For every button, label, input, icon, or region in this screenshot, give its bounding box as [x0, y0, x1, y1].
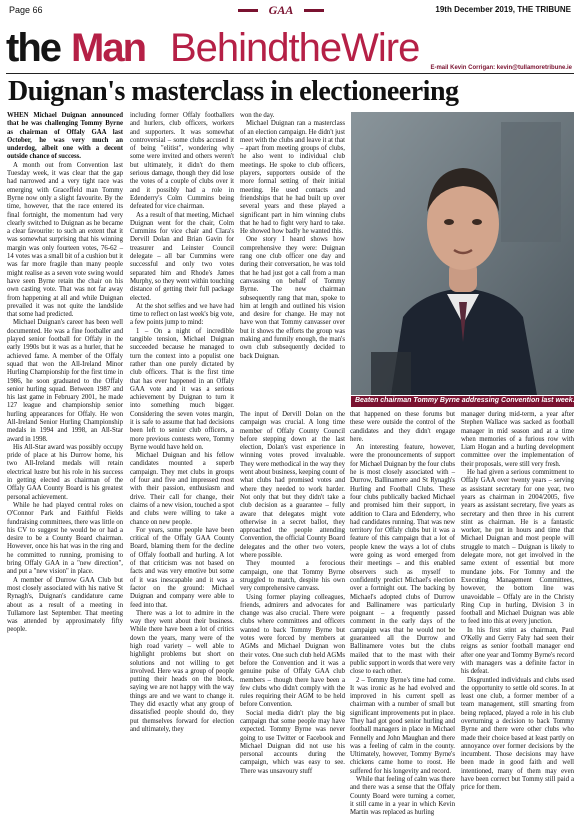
page-header — [0, 0, 580, 26]
article-column-6 — [461, 411, 574, 792]
article-paragraph: that happened on these forums but these were outside the control of the candidates and they didn't engage here. — [350, 411, 455, 443]
article-paragraph: One story I heard shows how comprehensive they were: Duignan rang one club officer one day and during their conversation, he was told that he had just got a call from a man canvassing on behalf of Tommy Byrne. The new chairman subsequently rang that man, spoke to him at length and outlined his vision and desire for change. He may not have won that Tommy canvasser over but it shows the efforts the group was making and funnily enough, the man's own club subsequently decided to back Duignan. — [240, 236, 345, 360]
article-paragraph: 1 – On a night of incredible tangible tension, Michael Duignan succeeded because he managed to turn the context into a populist one rather than one purely dictated by club officers. That is the first time that has ever happened in an Offaly GAA vote and it was a serious achievement by Duignan to turn it into something much bigger. Considering the seven votes margin, it is safe to assume that had decisions been left to senior club officers, a more previous contests were, Tommy Byrne would have held on. — [130, 327, 234, 451]
article-paragraph: His All-Star award was possibly occupy pride of place at his Durrow home, his two All-Ireland medals will retain electrical lustre but his role in his success in getting elected as chairman of the Offaly GAA County Board is his greatest personal achievement. — [7, 443, 123, 501]
article-paragraph: WHEN Michael Duignan announced that he was challenging Tommy Byrne as chairman of Offaly GAA last October, he was very much an underdog, albeit one with a decent outside chance of success. — [7, 112, 123, 161]
article-paragraph: Michael Duignan and his fellow candidates mounted a superb campaign. They met clubs in groups of four and five and impressed most with their passion, enthusiasm and drive. Their call for change, their claims of a new vision, touched a spot and clubs were willing to take a chance on new people. — [130, 452, 234, 526]
masthead-divider — [6, 73, 574, 74]
article-column-5 — [350, 411, 455, 817]
column-masthead — [6, 26, 576, 70]
article-paragraph: 2 – Tommy Byrne's time had come. It was ironic as he had evolved and improved in his current spell as chairman with a number of small but significant improvements put in place. They had got good senior hurling and football managers in place in Michael Fennelly and John Maughan and there was a feeling of calm in the county. Ultimately, however, Tommy Byrne's chickens came home to roost. He suffered for his longevity and record. — [350, 676, 455, 775]
article-paragraph: manager during mid-term, a year after Stephen Wallace was sacked as football manager in mid season and at a time when memories of a furious row with Liam Hogan and a hurling development committee over the implementation of their proposals, were still very fresh. — [461, 411, 574, 468]
article-paragraph: Social media didn't play the big campaign that some people may have expected. Tommy Byrne was never going to use Twitter or Facebook and Michael Duignan did not use his personal accounts during the campaign, which was easy to see. There was unsavoury stuff — [240, 709, 345, 775]
article-column-3 — [240, 112, 345, 402]
article-paragraph: For years, some people have been critical of the Offaly GAA County Board, blaming them for the decline of Offaly football and hurling. A lot of that criticism was not based on facts and was very emotive but some of it was inescapable and it was a factor on the ground: Michael Duignan and company were able to feed into that. — [130, 526, 234, 609]
author-email: E-mail Kevin Corrigan: kevin@tullamoretribune.ie — [430, 65, 572, 71]
article-paragraph: At the shot selfies and we have had time to reflect on last week's big vote, a few points jump to mind: — [130, 302, 234, 327]
page-number: Page 66 — [9, 5, 43, 15]
article-column-4 — [240, 411, 345, 775]
masthead-the: the — [6, 26, 60, 70]
article-paragraph: He had given a serious commitment to Offaly GAA over twenty years – serving as assistant secretary for one year, two years as chairman in 2004/2005, five years as assistant secretary, five years as secretary and then three in his current stint as chairman. He is a fantastic worker, he put in hours and time that Michael Duignan and most people will struggle to match – Duignan is likely to delegate more, not get involved in the same extent of essential but more mundane jobs. For Tommy and the Executing Management Committees, however, the bottom line was unavoidable – Offaly are in the Christy Ring Cup in hurling, Division 3 in football and Michael Duignan was able to feed into this at every junction. — [461, 469, 574, 626]
article-paragraph: Michael Duignan's career has been well documented. He was a fine footballer and played senior football for Offaly in the early 1990s but it was as a hurler, that he achieved fame. A member of the Offaly squad that won the All-Ireland Minor Hurling Championship for the first time in 1986, he soon graduated to the Offaly senior hurling squad. Between 1987 and his last game in February 2001, he made 127 league and championship senior hurling appearances for Offaly. He won All-Ireland Senior Hurling Championship medals in 1994 and 1998, an All-Star award in 1998. — [7, 319, 123, 443]
article-paragraph: An interesting feature, however, were the pronouncements of support for Michael Duignan by the four clubs he is most closely associated with – Durrow, Ballinamere and St Rynagh's Hurling and Football Clubs. These four clubs publically backed Michael and promised him their support, in addition to Clara and Edenderry, who had candidates running. That was new territory for Offaly clubs but it was a feature of this campaign that a lot of people knew the ways a lot of clubs were going as word emerged from their meetings – and this enabled observers such as myself to confidently predict Michael's election over a fortnight out. The backing by Michael's adopted clubs of Durrow and Ballinamere was particularly poignant – a frequently passed comment in the early days of the campaign was that he would not be guaranteed all the Durrow and Ballinamere votes but the clubs mailed that to the mast with their public support in words that were very close to each other. — [350, 444, 455, 676]
section-name: GAA — [258, 3, 304, 18]
article-paragraph: The input of Dervill Dolan on the campaign was crucial. A long time member of Offaly County Council before stepping down at the last election, Dolan's vast experience in winning votes proved invaluable. They were methodical in the way they went about business, keeping count of what clubs had promised votes and where they needed to work harder. Not only that but they didn't take a club decision as a guarantee – fully aware that delegates might vote otherwise in a secret ballot, they approached the people attending Convention, the official County Board delegates and the other two voters, where possible. — [240, 411, 345, 560]
article-paragraph: There was a lot to admire in the way they went about their business. While there have been a lot of critics down the years, many were of the high road variety – well able to highlight problems but short on solutions and not willing to get involved. Here was a group of people putting their heads on the block, saying we are not happy with the way things are and we want to change it. They did exactly what any group of dissatisfied people should do, they put themselves forward for election and ultimately, they — [130, 609, 234, 733]
article-paragraph: A month out from Convention last Tuesday week, it was clear that the gap had narrowed and a very tight race was emerging with Graceffeld man Tommy Byrne now only a slight favourite. By the time, however, that the race entered its final fortnight, the momentum had very clearly switched to Duignan as he became a clear favourite: to such an extent that it was somewhat surprising that his winning margin was only fourteen votes, 76-62 – 14 votes was a small bit of a cushion but it was far more fragile than many people might realise as a seven vote swing would have seen Byrne retain the chair on his own casting vote. That was not far away from happening at all and while Duignan prevailed it was not quite the landslide that some had predicted. — [7, 161, 123, 319]
article-column-2 — [130, 112, 234, 733]
article-paragraph: While he had played central roles on O'Connor Park and Faithful Fields fundraising committees, there was little on his CV to suggest he would be or had a desire to be a County Board chairman. However, once his hat was in the ring and he committed to running, promising to bring Offaly GAA in a "new direction", and put a "new vision" in place. — [7, 501, 123, 576]
article-paragraph: Disgruntled individuals and clubs used the opportunity to settle old scores. In at least one club, a former member of a team management, still smarting from being replaced, played a role in his club overturning a decision to back Tommy Byrne and there were other clubs who made their choice based at least partly on annoyance over former decisions by the incumbent. Those decisions may have been made in good faith and well intentioned, many of them may even have been correct but Tommy still paid a price for them. — [461, 676, 574, 792]
article-paragraph: A member of Durrow GAA Club but most closely associated with his native St Rynagh's, Duignan's candidature came about as a result of a meeting in Tullamore last September. That meeting was attended by approximately fifty people. — [7, 576, 123, 634]
article-paragraph: As a result of that meeting, Michael Duignan went for the chair, Colm Cummins for vice chair and Clara's Dervill Dolan and Brian Gavin for treasurer and Leinster Council delegate – all bar Cummins were successful and only two votes separated him and Rhode's James Murphy, so they went within touching distance of getting their full package elected. — [130, 211, 234, 302]
article-paragraph: They mounted a ferocious campaign, one that Tommy Byrne struggled to match, despite his own very comprehensive canvass. — [240, 560, 345, 593]
photo-illustration — [351, 112, 574, 395]
article-paragraph: In his first stint as chairman, Paul O'Kelly and Gerry Fahy had seen their reigns as senior football manager end after one year and Tommy Byrne's record with managers was a definite factor in his defeat. — [461, 626, 574, 676]
photo-caption: Beaten chairman Tommy Byrne addressing Convention last week. — [351, 396, 574, 407]
article-paragraph: Michael Duignan ran a masterclass of an election campaign. He didn't just meet with the clubs and leave it at that – apart from meeting groups of clubs, he also went to individual club meetings. He spoke to club officers, players, supporters outside of the more formal setting of their initial meeting. He used contacts and friendships that he had built up over several years and these played a significant part in him winning clubs that he had to fight very hard to take. He showed how badly he wanted this. — [240, 120, 345, 236]
masthead-behind-the-wire: BehindtheWire — [170, 26, 420, 70]
article-paragraph: Using former playing colleagues, friends, admirers and advocates for change was also crucial. There were clubs where committees and officers wanted to back Tommy Byrne but votes were forced by members at AGMs and Michael Duignan won their votes. One such club held AGMs before the Convention and it was a genuine pulse of Offaly GAA club members – though there have been a few clubs who didn't comply with the rules requiring their AGM to be held before Convention. — [240, 593, 345, 709]
article-headline: Duignan's masterclass in electioneering — [8, 76, 459, 107]
article-paragraph: including former Offaly footballers and hurlers, club officers, workers and supporters. It was somewhat controversial – some clubs accused it of being "elitist", wondering why some were invited and others weren't but ultimately, it didn't do them serious damage, though they did lose the votes of a couple of clubs over it and it possibly had a role in Edenderry's Colm Cummins being defeated for vice chairman. — [130, 112, 234, 211]
article-column-1 — [7, 112, 123, 728]
article-paragraph: While that feeling of calm was there and there was a sense that the Offaly County Board were turning a corner, it still came in a year in which Kevin Martin was replaced as hurling — [350, 776, 455, 817]
section-label — [238, 3, 324, 17]
article-paragraph: won the day. — [240, 112, 275, 119]
dateline: 19th December 2019, THE TRIBUNE — [435, 5, 571, 14]
masthead-man: Man — [71, 26, 145, 70]
portrait-photo — [351, 112, 574, 395]
